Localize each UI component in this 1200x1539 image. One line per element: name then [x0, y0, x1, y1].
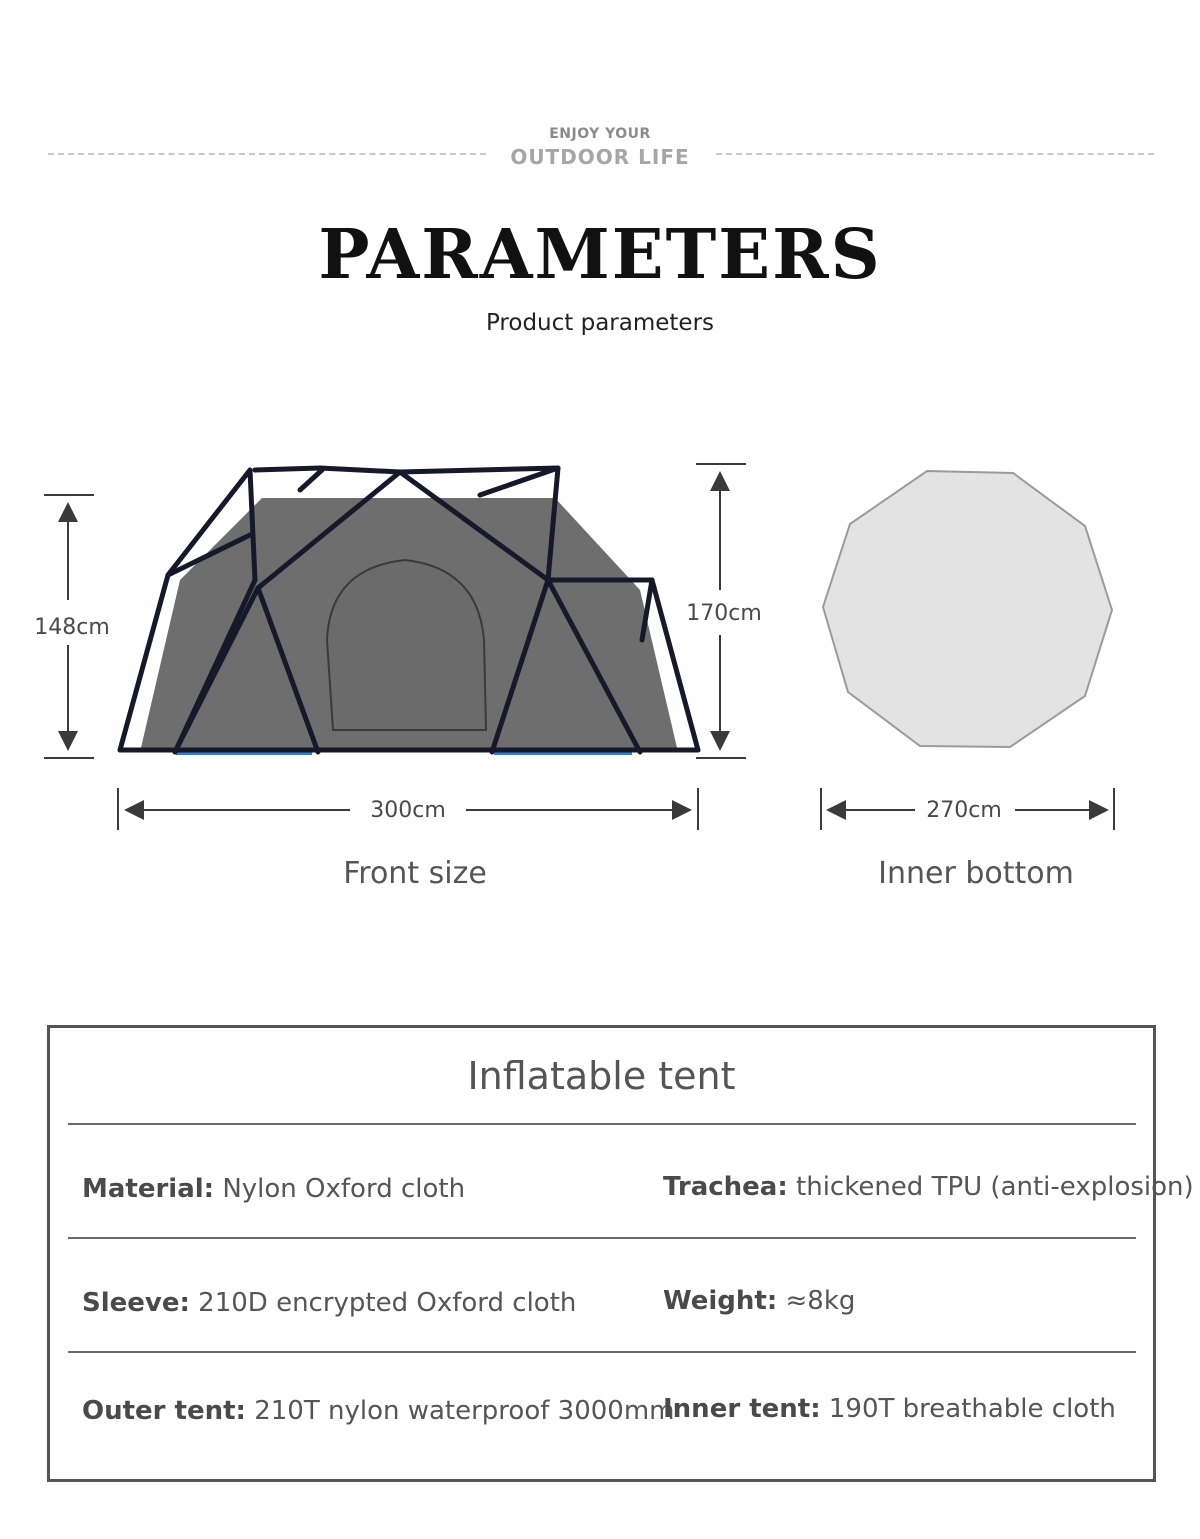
right-height-dimension — [686, 464, 762, 758]
left-height-dimension — [34, 495, 110, 758]
front-width-label: 300cm — [370, 798, 446, 823]
page-title: PARAMETERS — [318, 215, 882, 295]
spec-value: thickened TPU (anti-explosion) — [787, 1172, 1194, 1202]
spec-divider — [68, 1351, 1136, 1353]
left-height-label: 148cm — [34, 615, 110, 640]
spec-value: 210D encrypted Oxford cloth — [189, 1288, 577, 1318]
inner-bottom-caption: Inner bottom — [878, 856, 1074, 891]
spec-label: Inner tent: — [663, 1394, 821, 1424]
front-width-dimension — [118, 788, 698, 830]
page-subtitle: Product parameters — [485, 310, 715, 336]
spec-material — [82, 1174, 465, 1204]
spec-value: Nylon Oxford cloth — [214, 1174, 466, 1204]
front-size-caption: Front size — [343, 856, 487, 891]
spec-divider — [68, 1237, 1136, 1239]
spec-table-title: Inflatable tent — [467, 1054, 736, 1098]
tent-front-illustration — [120, 468, 698, 753]
spec-value: 210T nylon waterproof 3000mm — [245, 1396, 675, 1426]
inner-width-label: 270cm — [926, 798, 1002, 823]
spec-label: Outer tent: — [82, 1396, 246, 1426]
header-tagline: OUTDOOR LIFE — [510, 145, 690, 169]
spec-trachea — [663, 1172, 1194, 1202]
spec-value: 190T breathable cloth — [820, 1394, 1116, 1424]
spec-inner-tent — [663, 1394, 1116, 1424]
header-eyebrow: ENJOY YOUR — [549, 126, 651, 142]
spec-value: ≈8kg — [777, 1286, 856, 1316]
spec-label: Sleeve: — [82, 1288, 190, 1318]
spec-outer-tent — [82, 1396, 674, 1426]
spec-divider — [68, 1123, 1136, 1125]
tent-dimension-diagram — [0, 440, 1200, 850]
spec-label: Weight: — [663, 1286, 778, 1316]
spec-table — [47, 1025, 1194, 1482]
spec-label: Trachea: — [663, 1172, 788, 1202]
spec-weight — [663, 1286, 855, 1316]
spec-sleeve — [82, 1288, 576, 1318]
inner-width-dimension — [821, 788, 1114, 830]
spec-label: Material: — [82, 1174, 215, 1204]
right-height-label: 170cm — [686, 601, 762, 626]
inner-bottom-floor — [823, 471, 1112, 747]
